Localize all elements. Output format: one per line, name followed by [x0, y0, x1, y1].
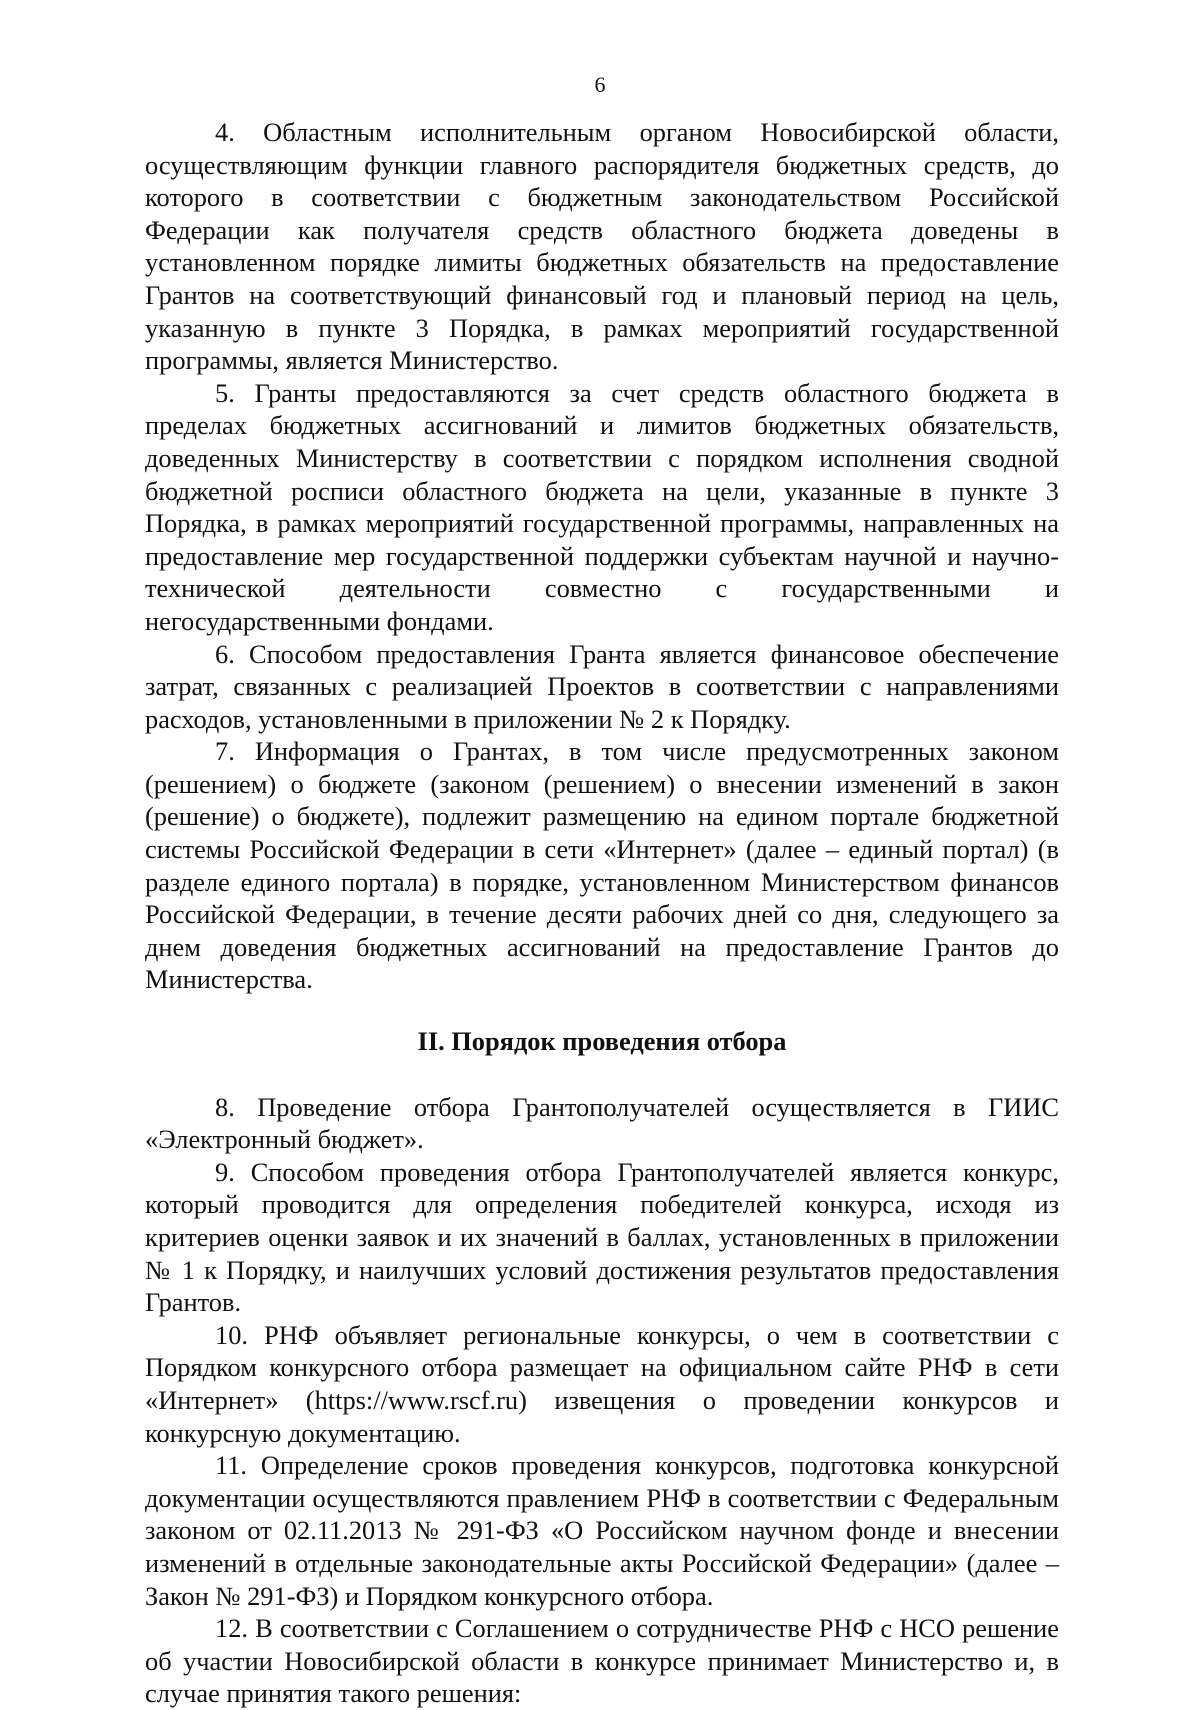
spacer	[145, 1058, 1059, 1091]
paragraph-7: 7. Информация о Грантах, в том числе предусмотренных законом (решением) о бюджете (законом (решением) о внесении изменений в закон (решение) о бюджете), подлежит размещению на едином портале бюджетной системы Российской Федерации в сети «Интернет» (далее – единый портал) (в разделе единого портала) в порядке, установленном Министерством финансов Российской Федерации, в течение десяти рабочих дней со дня, следующего за днем доведения бюджетных ассигнований на предоставление Грантов до Министерства.	[145, 736, 1059, 995]
document-body	[145, 116, 1059, 1710]
section-title: II. Порядок проведения отбора	[417, 1026, 787, 1057]
paragraph-10: 10. РНФ объявляет региональные конкурсы, о чем в соответствии с Порядком конкурсного отбора размещает на официальном сайте РНФ в сети «Интернет» (https://www.rscf.ru) извещения о проведении конкурсов и конкурсную документацию.	[145, 1319, 1059, 1448]
spacer	[145, 996, 1059, 1025]
paragraph-5: 5. Гранты предоставляются за счет средств областного бюджета в пределах бюджетных ассигнований и лимитов бюджетных обязательств, доведенных Министерству в соответствии с порядком исполнения сводной бюджетной росписи областного бюджета на цели, указанные в пункте 3 Порядка, в рамках мероприятий государственной программы, направленных на предоставление мер государственной поддержки субъектам научной и научно-технической деятельности совместно с государственными и негосударственными фондами.	[145, 377, 1059, 636]
paragraph-11: 11. Определение сроков проведения конкурсов, подготовка конкурсной документации осуществляются правлением РНФ в соответствии с Федеральным законом от 02.11.2013 № 291-ФЗ «О Российском научном фонде и внесении изменений в отдельные законодательные акты Российской Федерации» (далее – Закон № 291-ФЗ) и Порядком конкурсного отбора.	[145, 1450, 1059, 1611]
page-number: 6	[594, 72, 606, 97]
paragraph-12: 12. В соответствии с Соглашением о сотрудничестве РНФ с НСО решение об участии Новосибирской области в конкурсе принимает Министерство и, в случае принятия такого решения:	[145, 1613, 1059, 1709]
paragraph-8: 8. Проведение отбора Грантополучателей осуществляется в ГИИС «Электронный бюджет».	[145, 1091, 1059, 1155]
paragraph-4: 4. Областным исполнительным органом Новосибирской области, осуществляющим функции главного распорядителя бюджетных средств, до которого в соответствии с бюджетным законодательством Российской Федерации как получателя средств областного бюджета доведены в установленном порядке лимиты бюджетных обязательств на предоставление Грантов на соответствующий финансовый год и плановый период на цель, указанную в пункте 3 Порядка, в рамках мероприятий государственной программы, является Министерство.	[145, 117, 1059, 376]
paragraph-6: 6. Способом предоставления Гранта является финансовое обеспечение затрат, связанных с реализацией Проектов в соответствии с направлениями расходов, установленными в приложении № 2 к Порядку.	[145, 638, 1059, 734]
paragraph-9: 9. Способом проведения отбора Грантополучателей является конкурс, который проводится для определения победителей конкурса, исходя из критериев оценки заявок и их значений в баллах, установленных в приложении № 1 к Порядку, и наилучших условий достижения результатов предоставления Грантов.	[145, 1156, 1059, 1318]
